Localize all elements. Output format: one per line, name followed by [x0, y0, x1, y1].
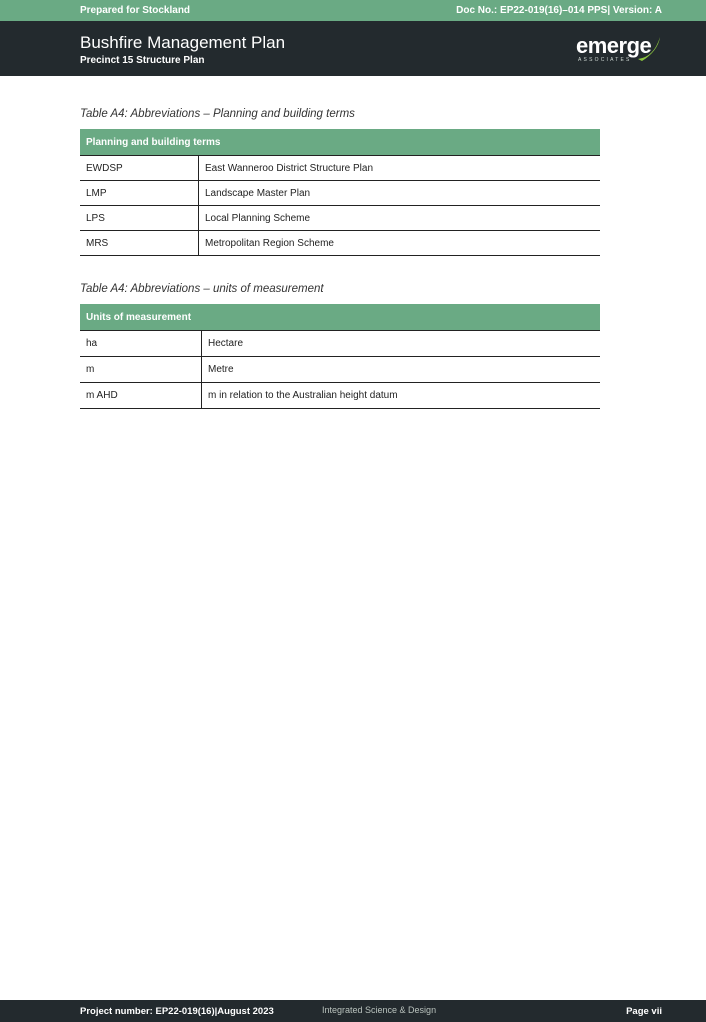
abbr-cell: LMP	[80, 181, 199, 206]
meaning-cell: Metre	[202, 357, 601, 383]
table-row	[80, 206, 600, 231]
meaning-cell: East Wanneroo District Structure Plan	[199, 156, 601, 181]
footer-bar	[0, 1000, 706, 1022]
logo-wordmark: emerge	[576, 33, 652, 58]
logo-tagline: ASSOCIATES	[578, 57, 632, 63]
abbr-cell: ha	[80, 331, 202, 357]
table1-caption: Table A4: Abbreviations – Planning and building terms	[80, 108, 355, 120]
units-table	[80, 304, 600, 409]
abbr-cell: LPS	[80, 206, 199, 231]
document-title: Bushfire Management Plan	[80, 33, 286, 52]
table-row	[80, 231, 600, 256]
meaning-cell: m in relation to the Australian height datum	[202, 383, 601, 409]
header-band	[0, 21, 706, 76]
doc-number: Doc No.: EP22-019(16)–014 PPS| Version: A	[456, 5, 662, 16]
table1-heading: Planning and building terms	[80, 129, 600, 156]
table2-heading: Units of measurement	[80, 304, 600, 331]
emerge-logo	[574, 33, 666, 67]
meaning-cell: Landscape Master Plan	[199, 181, 601, 206]
meaning-cell: Local Planning Scheme	[199, 206, 601, 231]
planning-terms-table	[80, 129, 600, 256]
table-row	[80, 181, 600, 206]
meaning-cell: Metropolitan Region Scheme	[199, 231, 601, 256]
table-row	[80, 383, 600, 409]
top-bar	[0, 0, 706, 21]
table-row	[80, 156, 600, 181]
table2-caption: Table A4: Abbreviations – units of measurement	[80, 283, 324, 295]
abbr-cell: MRS	[80, 231, 199, 256]
document-subtitle: Precinct 15 Structure Plan	[80, 55, 205, 66]
page-number: Page vii	[626, 1006, 662, 1017]
abbr-cell: m	[80, 357, 202, 383]
meaning-cell: Hectare	[202, 331, 601, 357]
prepared-for: Prepared for Stockland	[80, 5, 191, 16]
footer-tagline: Integrated Science & Design	[322, 1005, 437, 1015]
table-row	[80, 331, 600, 357]
logo-swoosh-icon	[632, 33, 664, 63]
abbr-cell: EWDSP	[80, 156, 199, 181]
table-row	[80, 357, 600, 383]
abbr-cell: m AHD	[80, 383, 202, 409]
project-number: Project number: EP22-019(16)|August 2023	[80, 1006, 274, 1017]
